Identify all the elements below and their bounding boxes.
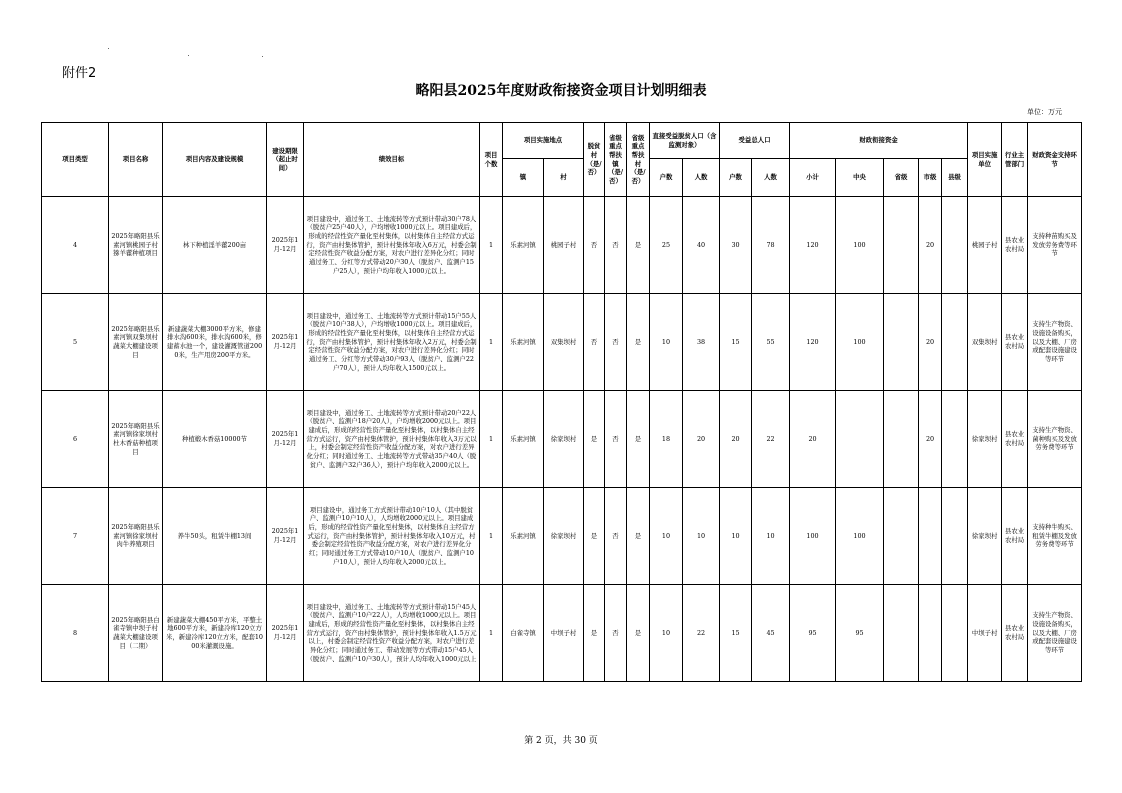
fund-city-cell: 20 bbox=[919, 391, 942, 488]
direct-people-cell: 40 bbox=[683, 197, 720, 294]
total-households-cell: 10 bbox=[720, 488, 752, 585]
project-content-cell: 养牛50头，租赁牛棚13间 bbox=[163, 488, 267, 585]
project-name-cell: 2025年略阳县乐素河镇桃园子村猕羊藿种植项目 bbox=[109, 197, 163, 294]
header-funds: 财政衔接资金 bbox=[790, 123, 968, 159]
fund-provincial-cell bbox=[884, 488, 919, 585]
build-period-cell: 2025年1月-12月 bbox=[267, 488, 304, 585]
support-stage-cell: 支持种牛购买、租赁牛棚及发放劳务费等环节 bbox=[1028, 488, 1082, 585]
header-support: 财政资金支持环节 bbox=[1028, 123, 1082, 197]
fund-subtotal-cell: 95 bbox=[790, 585, 836, 682]
support-stage-cell: 支持生产物资、设施设备购买，以及大棚、厂房或配套设施建设等环节 bbox=[1028, 294, 1082, 391]
fund-subtotal-cell: 120 bbox=[790, 197, 836, 294]
project-name-cell: 2025年略阳县乐素河镇徐家坝村肉牛养殖项目 bbox=[109, 488, 163, 585]
total-people-cell: 10 bbox=[752, 488, 790, 585]
key-town-flag-cell: 否 bbox=[605, 197, 627, 294]
table-row bbox=[42, 294, 1082, 391]
build-period-cell: 2025年1月-12月 bbox=[267, 391, 304, 488]
impl-unit-cell: 中坝子村 bbox=[968, 585, 1002, 682]
header-content: 项目内容及建设规模 bbox=[163, 123, 267, 197]
build-period-cell: 2025年1月-12月 bbox=[267, 294, 304, 391]
header-total-people: 人数 bbox=[752, 159, 790, 197]
impl-unit-cell: 徐家坝村 bbox=[968, 391, 1002, 488]
header-direct-households: 户数 bbox=[650, 159, 683, 197]
fund-county-cell bbox=[942, 197, 968, 294]
header-location: 项目实施地点 bbox=[503, 123, 584, 159]
fund-central-cell: 100 bbox=[836, 197, 884, 294]
project-name-cell: 2025年略阳县乐素河镇徐家坝村杜木香菇种植项目 bbox=[109, 391, 163, 488]
performance-goal-cell: 项目建设中，通过务工、土地流转等方式预计带动15户55人（脱贫户10户38人），户均增收1000元以上。项目建成后，形成的经营性资产量化至村集体，以村集体自主经营方式运行，资产由村集体管护，预计村集体年收入2万元，村委会制定经营性资产收益分配方案，对农户进行差异化分红；同时通过务工、分红等方式带动30户93人（脱贫户、监测户22户70人），预计人均年收入1500元以上。 bbox=[304, 294, 480, 391]
header-poor-village: 脱贫村（是/否） bbox=[584, 123, 605, 197]
fund-county-cell bbox=[942, 391, 968, 488]
header-direct-benefit: 直接受益脱贫人口（含监测对象） bbox=[650, 123, 720, 159]
header-dept: 行业主管部门 bbox=[1002, 123, 1028, 197]
key-village-flag-cell: 是 bbox=[627, 294, 650, 391]
header-key-village: 省级重点帮扶村（是/否） bbox=[627, 123, 650, 197]
direct-people-cell: 38 bbox=[683, 294, 720, 391]
poor-village-flag-cell: 是 bbox=[584, 488, 605, 585]
total-people-cell: 55 bbox=[752, 294, 790, 391]
performance-goal-cell: 项目建设中，通过务工、土地流转等方式预计带动30户78人（脱贫户25户40人），户均增收1000元以上。项目建成后，形成的经营性资产量化至村集体，以村集体自主经营方式运行，资产由村集体管护，预计村集体年收入6万元，村委会制定经营性资产收益分配方案，对农户进行差异化分红；同时通过务工、分红等方式带动20户30人（脱贫户、监测户15户25人），预计户均年收入1000元以上。 bbox=[304, 197, 480, 294]
project-count-cell: 1 bbox=[480, 391, 503, 488]
key-village-flag-cell: 是 bbox=[627, 585, 650, 682]
village-cell: 双集坝村 bbox=[544, 294, 584, 391]
fund-subtotal-cell: 20 bbox=[790, 391, 836, 488]
poor-village-flag-cell: 否 bbox=[584, 294, 605, 391]
header-village: 村 bbox=[544, 159, 584, 197]
fund-central-cell bbox=[836, 391, 884, 488]
town-cell: 白雀寺镇 bbox=[503, 585, 544, 682]
town-cell: 乐素河镇 bbox=[503, 488, 544, 585]
village-cell: 徐家坝村 bbox=[544, 391, 584, 488]
key-town-flag-cell: 否 bbox=[605, 585, 627, 682]
project-count-cell: 1 bbox=[480, 585, 503, 682]
dept-cell: 县农业农村局 bbox=[1002, 197, 1028, 294]
fund-provincial-cell bbox=[884, 585, 919, 682]
page-title: 略阳县2025年度财政衔接资金项目计划明细表 bbox=[415, 83, 707, 99]
impl-unit-cell: 徐家坝村 bbox=[968, 488, 1002, 585]
total-people-cell: 78 bbox=[752, 197, 790, 294]
header-goal: 绩效目标 bbox=[304, 123, 480, 197]
project-name-cell: 2025年略阳县乐素河镇双集坝村蔬菜大棚建设项目 bbox=[109, 294, 163, 391]
direct-people-cell: 22 bbox=[683, 585, 720, 682]
key-town-flag-cell: 否 bbox=[605, 488, 627, 585]
direct-households-cell: 10 bbox=[650, 488, 683, 585]
poor-village-flag-cell: 否 bbox=[584, 197, 605, 294]
header-key-town: 省级重点帮扶镇（是/否） bbox=[605, 123, 627, 197]
project-count-cell: 1 bbox=[480, 294, 503, 391]
fund-central-cell: 95 bbox=[836, 585, 884, 682]
total-households-cell: 30 bbox=[720, 197, 752, 294]
header-provincial: 省级 bbox=[884, 159, 919, 197]
fund-subtotal-cell: 120 bbox=[790, 294, 836, 391]
unit-label: 单位：万元 bbox=[1027, 108, 1062, 116]
total-households-cell: 15 bbox=[720, 294, 752, 391]
fund-subtotal-cell: 100 bbox=[790, 488, 836, 585]
header-city: 市级 bbox=[919, 159, 942, 197]
key-town-flag-cell: 否 bbox=[605, 294, 627, 391]
performance-goal-cell: 项目建设中，通过务工、土地流转等方式预计带动20户22人（脱贫户、监测户18户20人），户均增收2000元以上。项目建成后，形成的经营性资产量化至村集体，以村集体自主经营方式运行，资产由村集体管护，预计村集体年收入3万元以上，村委会制定经营性资产收益分配方案，对农户进行差异化分红；同时通过务工、土地流转等方式带动35户40人（脱贫户、监测户32户36人），预计户均年收入2000元以上。 bbox=[304, 391, 480, 488]
total-people-cell: 22 bbox=[752, 391, 790, 488]
direct-households-cell: 10 bbox=[650, 585, 683, 682]
dept-cell: 县农业农村局 bbox=[1002, 488, 1028, 585]
scan-speck bbox=[262, 56, 263, 57]
attachment-label: 附件2 bbox=[62, 66, 97, 81]
fund-city-cell: 20 bbox=[919, 197, 942, 294]
support-stage-cell: 支持种苗购买及发放劳务费等环节 bbox=[1028, 197, 1082, 294]
performance-goal-cell: 项目建设中，通过务工、土地流转等方式预计带动15户45人（脱贫户、监测户10户22人），人均增收1000元以上。项目建成后，形成的经营性资产量化至村集体，以村集体自主经营方式运行，资产由村集体管护，预计村集体年收入1.5万元以上，村委会制定经营性资产收益分配方案，对农户进行差异化分红；同时通过务工、带动发展等方式带动15户45人（脱贫户、监测户10户30人），预计人均年收入1000元以上 bbox=[304, 585, 480, 682]
row-type-cell: 4 bbox=[42, 197, 109, 294]
dept-cell: 县农业农村局 bbox=[1002, 294, 1028, 391]
fund-provincial-cell bbox=[884, 294, 919, 391]
row-type-cell: 7 bbox=[42, 488, 109, 585]
header-impl-unit: 项目实施单位 bbox=[968, 123, 1002, 197]
village-cell: 中坝子村 bbox=[544, 585, 584, 682]
fund-city-cell bbox=[919, 488, 942, 585]
fund-city-cell bbox=[919, 585, 942, 682]
direct-households-cell: 25 bbox=[650, 197, 683, 294]
direct-households-cell: 18 bbox=[650, 391, 683, 488]
dept-cell: 县农业农村局 bbox=[1002, 585, 1028, 682]
fund-county-cell bbox=[942, 585, 968, 682]
village-cell: 徐家坝村 bbox=[544, 488, 584, 585]
header-type: 项目类型 bbox=[42, 123, 109, 197]
total-households-cell: 15 bbox=[720, 585, 752, 682]
key-village-flag-cell: 是 bbox=[627, 488, 650, 585]
direct-households-cell: 10 bbox=[650, 294, 683, 391]
direct-people-cell: 20 bbox=[683, 391, 720, 488]
scan-speck bbox=[188, 55, 189, 56]
town-cell: 乐素河镇 bbox=[503, 391, 544, 488]
project-content-cell: 种植椴木香菇10000节 bbox=[163, 391, 267, 488]
support-stage-cell: 支持生产物资、设施设备购买，以及大棚、厂房或配套设施建设等环节 bbox=[1028, 585, 1082, 682]
impl-unit-cell: 双集坝村 bbox=[968, 294, 1002, 391]
key-village-flag-cell: 是 bbox=[627, 197, 650, 294]
fund-county-cell bbox=[942, 488, 968, 585]
header-subtotal: 小计 bbox=[790, 159, 836, 197]
project-content-cell: 新建蔬菜大棚450平方米，平整土地600平方米，新建冷库120立方米，新建冷库120立方米，配套1000米灌溉设施。 bbox=[163, 585, 267, 682]
total-people-cell: 45 bbox=[752, 585, 790, 682]
page-footer: 第 2 页，共 30 页 bbox=[524, 736, 598, 746]
total-households-cell: 20 bbox=[720, 391, 752, 488]
table-row bbox=[42, 197, 1082, 294]
header-town: 镇 bbox=[503, 159, 544, 197]
fund-provincial-cell bbox=[884, 197, 919, 294]
dept-cell: 县农业农村局 bbox=[1002, 391, 1028, 488]
project-content-cell: 林下种植淫羊藿200亩 bbox=[163, 197, 267, 294]
performance-goal-cell: 项目建设中，通过务工方式预计带动10户10人（其中脱贫户、监测户10户10人），人均增收2000元以上。项目建成后，形成的经营性资产量化至村集体，以村集体自主经营方式运行，资产由村集体管护，预计村集体年收入10万元，村委会制定经营性资产收益分配方案，对农户进行差异化分红；同时通过务工方式带动10户10人（脱贫户、监测户10户10人），预计人均年收入2000元以上。 bbox=[304, 488, 480, 585]
fund-city-cell: 20 bbox=[919, 294, 942, 391]
scan-speck bbox=[108, 48, 109, 49]
header-central: 中央 bbox=[836, 159, 884, 197]
fund-central-cell: 100 bbox=[836, 488, 884, 585]
project-name-cell: 2025年略阳县白雀寺镇中坝子村蔬菜大棚建设项目（二期） bbox=[109, 585, 163, 682]
project-content-cell: 新建蔬菜大棚3000平方米，修建排水沟600米，排水沟600米，修建蓄水池一个，建设灌溉管道2000米，生产用房200平方米。 bbox=[163, 294, 267, 391]
fund-central-cell: 100 bbox=[836, 294, 884, 391]
key-village-flag-cell: 是 bbox=[627, 391, 650, 488]
impl-unit-cell: 桃园子村 bbox=[968, 197, 1002, 294]
direct-people-cell: 10 bbox=[683, 488, 720, 585]
key-town-flag-cell: 否 bbox=[605, 391, 627, 488]
table-row bbox=[42, 585, 1082, 682]
project-count-cell: 1 bbox=[480, 197, 503, 294]
poor-village-flag-cell: 是 bbox=[584, 391, 605, 488]
fund-county-cell bbox=[942, 294, 968, 391]
header-period: 建设期限（起止时间） bbox=[267, 123, 304, 197]
header-total-benefit: 受益总人口 bbox=[720, 123, 790, 159]
project-table bbox=[41, 122, 1082, 682]
build-period-cell: 2025年1月-12月 bbox=[267, 585, 304, 682]
town-cell: 乐素河镇 bbox=[503, 294, 544, 391]
row-type-cell: 6 bbox=[42, 391, 109, 488]
fund-provincial-cell bbox=[884, 391, 919, 488]
header-total-households: 户数 bbox=[720, 159, 752, 197]
row-type-cell: 8 bbox=[42, 585, 109, 682]
header-count: 项目个数 bbox=[480, 123, 503, 197]
build-period-cell: 2025年1月-12月 bbox=[267, 197, 304, 294]
header-name: 项目名称 bbox=[109, 123, 163, 197]
row-type-cell: 5 bbox=[42, 294, 109, 391]
table-row bbox=[42, 488, 1082, 585]
town-cell: 乐素河镇 bbox=[503, 197, 544, 294]
village-cell: 桃园子村 bbox=[544, 197, 584, 294]
poor-village-flag-cell: 是 bbox=[584, 585, 605, 682]
support-stage-cell: 支持生产物资、菌种购买及发放劳务费等环节 bbox=[1028, 391, 1082, 488]
header-county: 县级 bbox=[942, 159, 968, 197]
header-direct-people: 人数 bbox=[683, 159, 720, 197]
table-row bbox=[42, 391, 1082, 488]
project-count-cell: 1 bbox=[480, 488, 503, 585]
